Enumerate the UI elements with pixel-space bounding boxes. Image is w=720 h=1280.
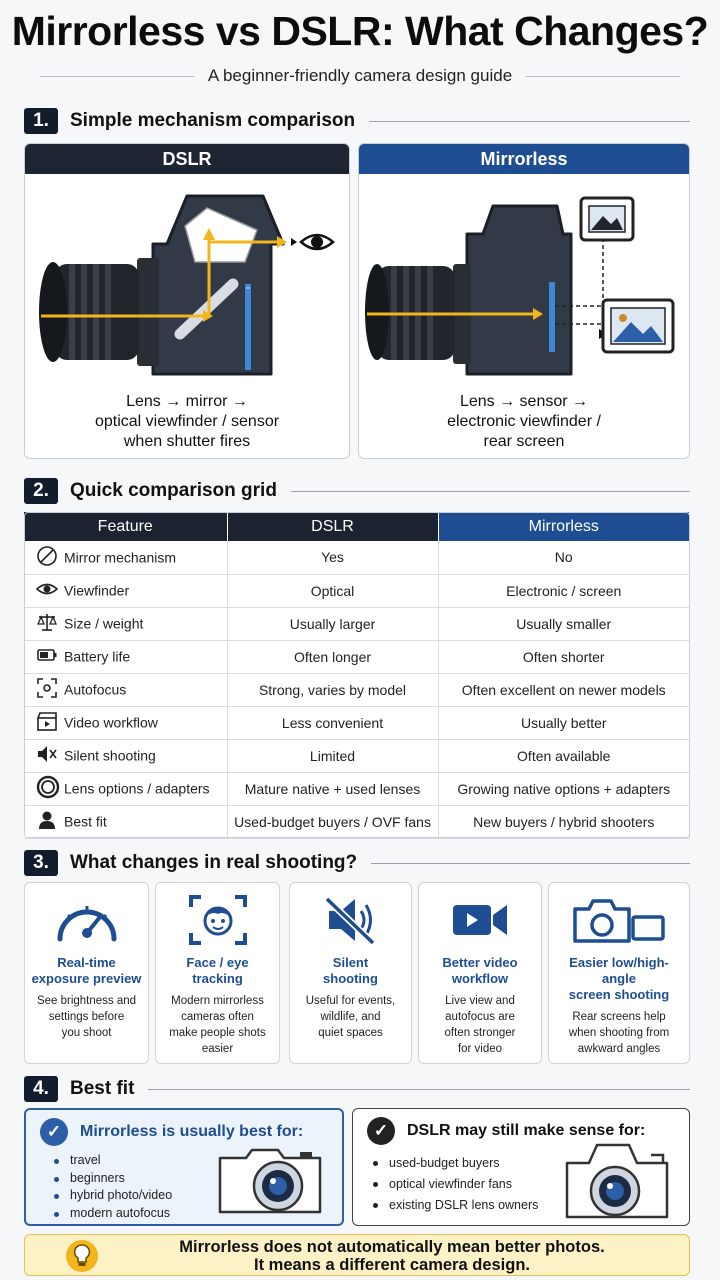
check-icon: ✓ [40,1118,68,1146]
dslr-panel-label: DSLR [25,144,349,174]
section-3-number: 3. [24,850,58,876]
card-face-tracking [155,882,280,1064]
mirrorless-fit-title: Mirrorless is usually best for: [80,1123,304,1140]
list-item: travel [54,1152,172,1170]
section-4-title: Best fit [70,1078,135,1099]
table-row [24,739,690,772]
silent-icon [321,893,381,947]
mirrorless-mechanism-panel [358,143,690,459]
takeaway-banner [24,1234,690,1276]
feature-label: Autofocus [64,681,127,698]
sensor [245,284,251,370]
check-icon: ✓ [367,1117,395,1145]
person-icon [36,809,58,831]
feature-label: Mirror mechanism [64,549,177,566]
mirrorless-camera-icon [216,1146,326,1218]
comparison-grid [24,512,690,839]
dslr-value: Strong, varies by model [227,673,438,706]
mirrorless-diagram [359,174,690,389]
mirrorless-value: Often excellent on newer models [438,673,690,706]
page-title: Mirrorless vs DSLR: What Changes? [11,8,709,54]
no-mirror-icon [36,545,58,567]
dslr-value: Mature native + used lenses [227,772,438,805]
scale-icon [36,611,58,633]
battery-icon [36,644,58,666]
dslr-value: Usually larger [227,607,438,640]
table-row [24,574,690,607]
card-description: See brightness and settings before you shoot [36,995,137,1039]
card-title: Real-time exposure preview [31,955,142,986]
header-mirrorless: Mirrorless [438,512,690,541]
mirrorless-fit-list [54,1152,172,1222]
lightbulb-icon [65,1239,99,1273]
card-title: Better video workflow [442,955,518,986]
header-feature: Feature [24,512,227,541]
dslr-value: Often longer [227,640,438,673]
table-row [24,805,690,838]
card-silent-shooting [289,882,412,1064]
dslr-value: Yes [227,541,438,574]
feature-label: Video workflow [64,714,158,731]
mirrorless-value: Electronic / screen [438,574,690,607]
mirrorless-value: Often shorter [438,640,690,673]
section-1-title: Simple mechanism comparison [70,110,356,131]
section-2-title: Quick comparison grid [70,480,277,501]
feature-label: Size / weight [64,615,144,632]
list-item: optical viewfinder fans [373,1174,538,1195]
page-subtitle: A beginner-friendly camera design guide [207,66,513,85]
table-row [24,640,690,673]
dslr-best-fit-box [352,1108,690,1226]
section-3-header [24,849,690,877]
section-3-title: What changes in real shooting? [70,852,358,873]
sensor [549,282,555,352]
dslr-diagram [25,174,350,389]
table-row [24,673,690,706]
section-4-header [24,1075,690,1103]
mirrorless-caption: Lens → sensor → electronic viewfinder / rear screen [447,393,601,450]
card-description: Rear screens help when shooting from awkward angles [568,1011,670,1055]
dslr-value: Optical [227,574,438,607]
feature-label: Viewfinder [64,582,130,599]
mirrorless-panel-label: Mirrorless [359,144,689,174]
section-4-number: 4. [24,1076,58,1102]
card-title: Silent shooting [323,955,378,986]
mirrorless-value: Often available [438,739,690,772]
mute-icon [36,743,58,765]
mirrorless-value: Usually better [438,706,690,739]
table-row [24,772,690,805]
header-dslr: DSLR [227,512,438,541]
face-tracking-icon [187,893,249,947]
mirrorless-value: New buyers / hybrid shooters [438,805,690,838]
dslr-camera-icon [563,1139,673,1221]
feature-label: Lens options / adapters [64,780,210,797]
section-1-header [24,107,690,135]
subtitle-row [40,64,680,88]
table-row [24,607,690,640]
feature-label: Silent shooting [64,747,156,764]
table-row [24,541,690,574]
card-video-workflow [418,882,542,1064]
mirrorless-value: Usually smaller [438,607,690,640]
card-description: Modern mirrorless cameras often make people shots easier [169,995,266,1055]
clapper-icon [36,710,58,732]
dslr-mechanism-panel [24,143,350,459]
feature-label: Best fit [64,813,107,830]
mirrorless-body [467,206,571,374]
list-item: beginners [54,1170,172,1188]
mirrorless-best-fit-box [24,1108,344,1226]
list-item: modern autofocus [54,1205,172,1223]
lens-mount [137,258,159,366]
card-exposure-preview [24,882,149,1064]
mirrorless-value: No [438,541,690,574]
list-item: used-budget buyers [373,1153,538,1174]
card-title: Face / eye tracking [186,955,249,986]
lens-icon [36,775,60,799]
table-row [24,706,690,739]
dslr-value: Less convenient [227,706,438,739]
dslr-caption: Lens → mirror → optical viewfinder / sensor when shutter fires [94,393,280,450]
tilt-screen-icon [571,893,667,947]
dslr-value: Used-budget buyers / OVF fans [227,805,438,838]
dslr-fit-list [373,1153,538,1216]
eye-icon [36,578,58,600]
focus-icon [36,677,58,699]
dslr-value: Limited [227,739,438,772]
card-description: Useful for events, wildlife, and quiet spaces [305,995,396,1039]
list-item: hybrid photo/video [54,1187,172,1205]
card-tilt-screen [548,882,690,1064]
banner-text: Mirrorless does not automatically mean better photos. It means a different camera design. [179,1238,605,1274]
card-title: Easier low/high-angle screen shooting [568,955,670,1002]
dslr-fit-title: DSLR may still make sense for: [407,1122,646,1139]
video-camera-icon [449,893,511,947]
section-1-number: 1. [24,108,58,134]
mirrorless-value: Growing native options + adapters [438,772,690,805]
list-item: existing DSLR lens owners [373,1195,538,1216]
feature-label: Battery life [64,648,131,665]
section-2-header [24,477,690,505]
gauge-icon [54,893,120,947]
section-2-number: 2. [24,478,58,504]
card-description: Live view and autofocus are often stronger for video [444,995,516,1055]
